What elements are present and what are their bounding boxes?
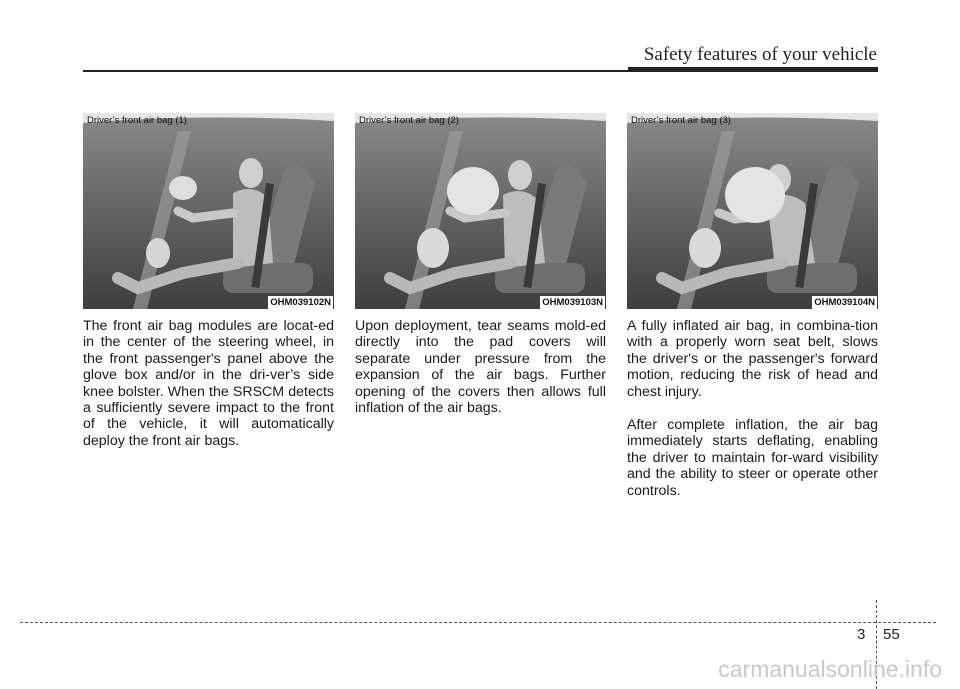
- header-rule: [83, 70, 628, 72]
- page-number: 55: [883, 626, 900, 643]
- running-header-title: Safety features of your vehicle: [643, 44, 877, 65]
- airbag-illustration: [355, 113, 606, 309]
- figure-caption: Driver’s front air bag (3): [631, 115, 731, 126]
- airbag-illustration: [627, 113, 878, 309]
- header-rule-accent: [628, 67, 878, 72]
- figure-caption: Driver’s front air bag (2): [359, 115, 459, 126]
- watermark: carmanualsonline.info: [718, 656, 942, 682]
- figure-code: OHM039104N: [814, 297, 875, 308]
- body-paragraph: After complete inflation, the air bag immediately starts deflating, enabling the driver to maintain for-ward visibility and the ability to steer or operate other controls.: [627, 417, 878, 499]
- chapter-number: 3: [857, 626, 866, 643]
- figure-code: OHM039103N: [542, 297, 603, 308]
- figure-airbag-stage-3: [627, 113, 878, 309]
- figure-airbag-stage-2: [355, 113, 606, 309]
- figure-caption: Driver’s front air bag (1): [87, 115, 187, 126]
- body-paragraph: A fully inflated air bag, in combina-tion with a properly worn seat belt, slows the driver's or the passenger's forward motion, reducing the risk of head and chest injury.: [627, 318, 878, 400]
- text-column-3: [627, 318, 878, 516]
- airbag-illustration: [83, 113, 334, 309]
- footer-rule: [20, 622, 936, 623]
- figure-code: OHM039102N: [270, 297, 331, 308]
- text-column-2: [355, 318, 606, 433]
- body-paragraph: Upon deployment, tear seams mold-ed directly into the pad covers will separate under pressure from the expansion of the air bags. Further opening of the covers then allows full inflation of the air bags.: [355, 318, 606, 417]
- body-paragraph: The front air bag modules are locat-ed in the center of the steering wheel, in the front passenger's panel above the glove box and/or in the dri-ver’s side knee bolster. When the SRSCM detects a sufficiently severe impact to the front of the vehicle, it will automatically deploy the front air bags.: [83, 318, 334, 449]
- figure-airbag-stage-1: [83, 113, 334, 309]
- text-column-1: [83, 318, 334, 466]
